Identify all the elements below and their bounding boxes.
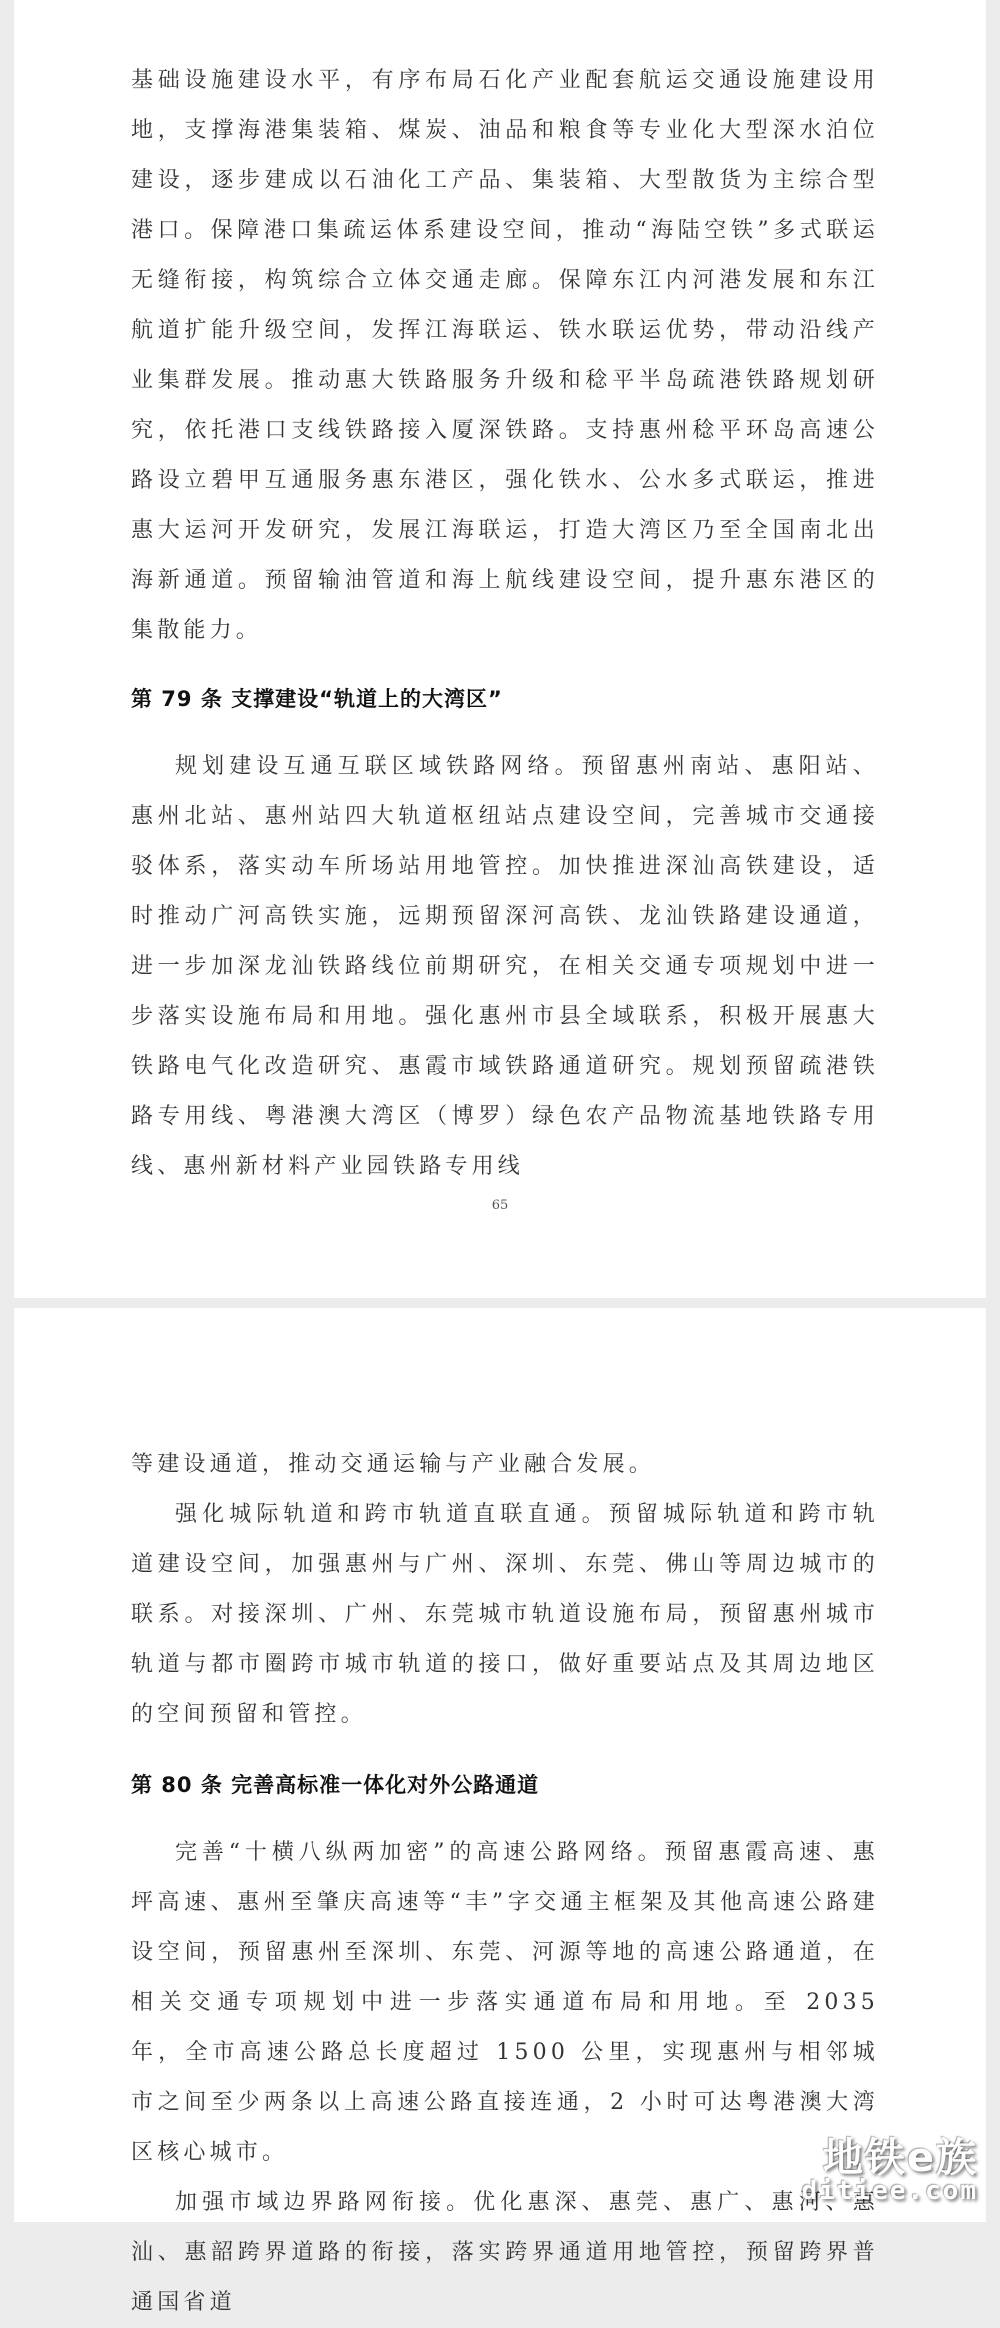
watermark-domain: ditiee.com [801, 2176, 978, 2206]
document-page-65 [14, 0, 986, 1298]
paragraph-intercity-rail: 强化城际轨道和跨市轨道直联直通。预留城际轨道和跨市轨道建设空间，加强惠州与广州、深圳、东莞、佛山等周边城市的联系。对接深圳、广州、东莞城市轨道设施布局，预留惠州城市轨道与都市圈跨市城市轨道的接口，做好重要站点及其周边地区的空间预留和管控。 [131, 1502, 879, 1727]
page-number: 65 [491, 1198, 509, 1213]
paragraph-port-infrastructure: 基础设施建设水平，有序布局石化产业配套航运交通设施建设用地，支撑海港集装箱、煤炭、油品和粮食等专业化大型深水泊位建设，逐步建成以石油化工产品、集装箱、大型散货为主综合型港口。保障港口集疏运体系建设空间，推动“海陆空铁”多式联运无缝衔接，构筑综合立体交通走廊。保障东江内河港发展和东江航道扩能升级空间，发挥江海联运、铁水联运优势，带动沿线产业集群发展。推动惠大铁路服务升级和稔平半岛疏港铁路规划研究，依托港口支线铁路接入厦深铁路。支持惠州稔平环岛高速公路设立碧甲互通服务惠东港区，强化铁水、公水多式联运，推进惠大运河开发研究，发展江海联运，打造大湾区乃至全国南北出海新通道。预留输油管道和海上航线建设空间，提升惠东港区的集散能力。 [131, 68, 879, 643]
watermark-logo-text: 地铁e族 [822, 2135, 978, 2181]
paragraph-border-roads: 加强市域边界路网衔接。优化惠深、惠莞、惠广、惠河、惠汕、惠韶跨界道路的衔接，落实跨界通道用地管控，预留跨界普通国省道 [131, 2190, 879, 2315]
paragraph-regional-railway: 规划建设互通互联区域铁路网络。预留惠州南站、惠阳站、惠州北站、惠州站四大轨道枢纽站点建设空间，完善城市交通接驳体系，落实动车所场站用地管控。加快推进深汕高铁建设，适时推动广河高铁实施，远期预留深河高铁、龙汕铁路建设通道，进一步加深龙汕铁路线位前期研究，在相关交通专项规划中进一步落实设施布局和用地。强化惠州市县全域联系，积极开展惠大铁路电气化改造研究、惠霞市域铁路通道研究。规划预留疏港铁路专用线、粤港澳大湾区（博罗）绿色农产品物流基地铁路专用线、惠州新材料产业园铁路专用线 [131, 754, 879, 1179]
site-watermark [786, 2122, 986, 2214]
article-80-heading: 第 80 条 完善高标准一体化对外公路通道 [131, 1773, 540, 1797]
page-65-content [131, 56, 879, 1192]
page-66-content [131, 1440, 879, 2328]
document-page-66 [14, 1308, 986, 2315]
paragraph-continued-construction: 等建设通道，推动交通运输与产业融合发展。 [131, 1452, 656, 1477]
paragraph-expressway-network: 完善“十横八纵两加密”的高速公路网络。预留惠霞高速、惠坪高速、惠州至肇庆高速等“丰”字交通主框架及其他高速公路建设空间，预留惠州至深圳、东莞、河源等地的高速公路通道，在相关交通专项规划中进一步落实通道布局和用地。至 2035 年，全市高速公路总长度超过 1500 公里，实现惠州与相邻城市之间至少两条以上高速公路直接连通，2 小时可达粤港澳大湾区核心城市。 [131, 1840, 879, 2165]
article-79-heading: 第 79 条 支撑建设“轨道上的大湾区” [131, 687, 503, 711]
